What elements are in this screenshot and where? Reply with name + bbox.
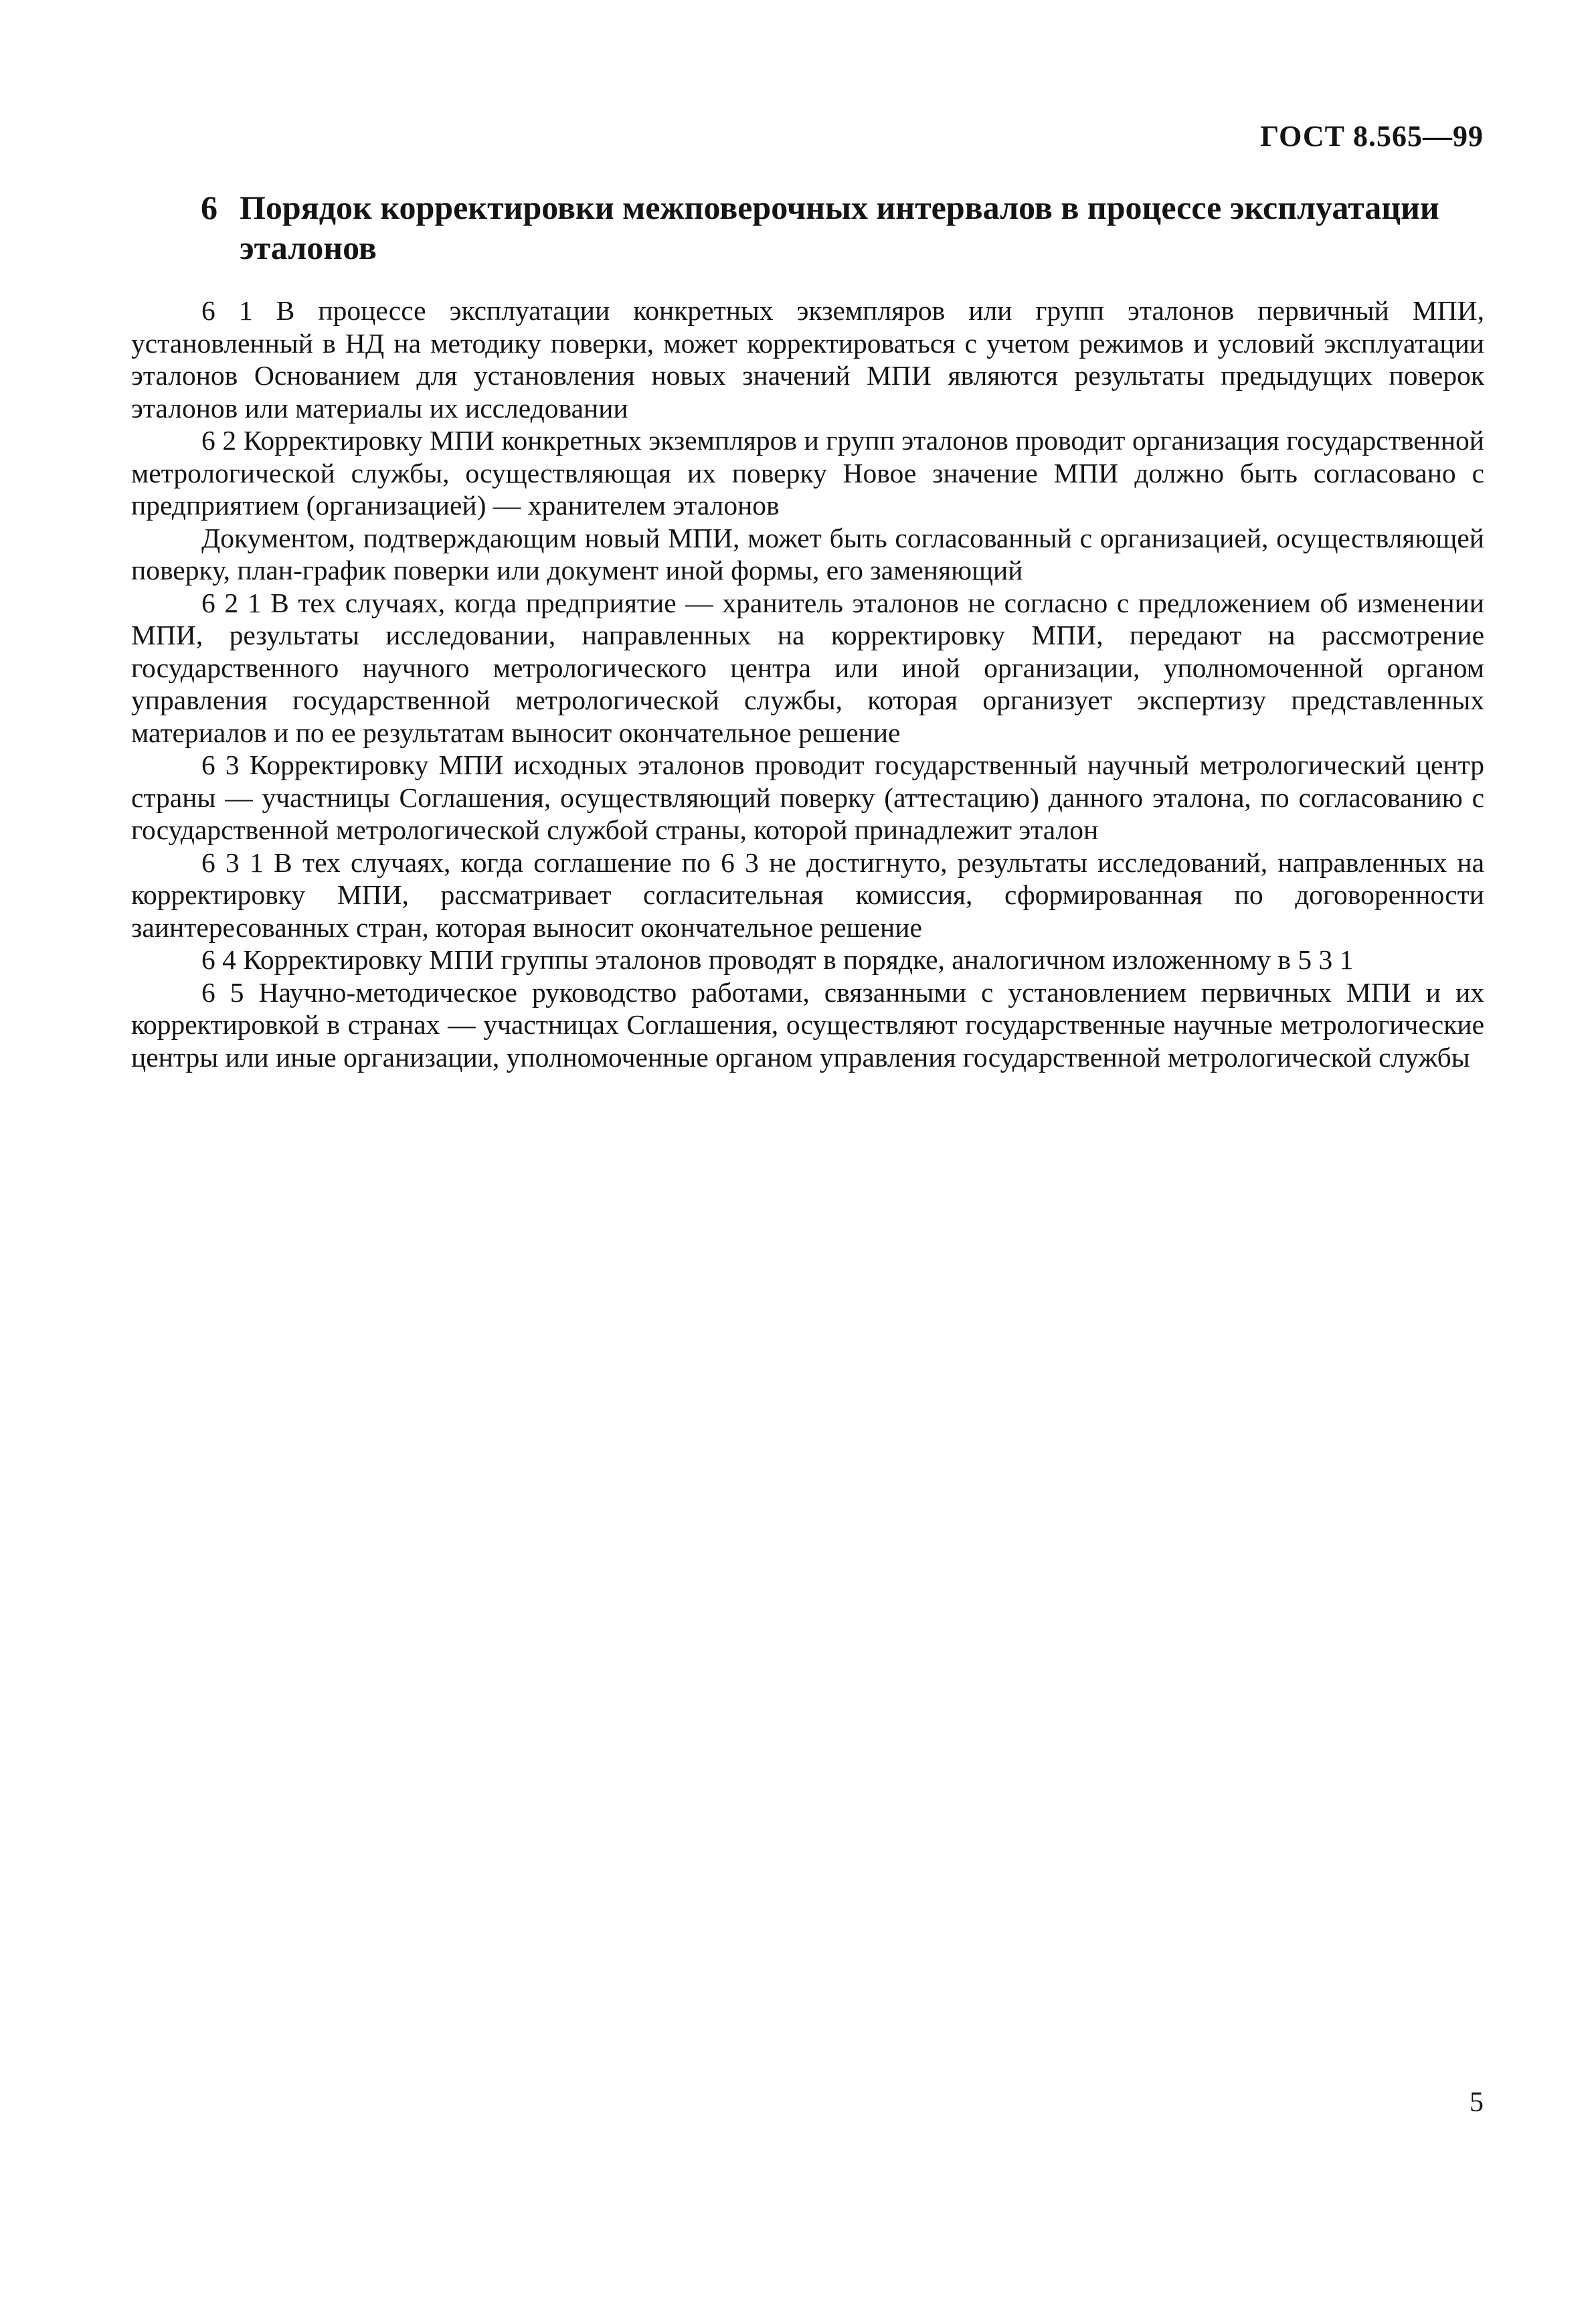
paragraph-6-5: 6 5 Научно-методическое руководство работами, связанными с установлением первичных МПИ и их корректировкой в странах — участницах Соглашения, осуществляют государственные научные метрологические центры или иные организации, уполномоченные органом управления государственной метрологической службы [131,976,1484,1073]
paragraph-6-3: 6 3 Корректировку МПИ исходных эталонов проводит государственный научный метрологический центр страны — участницы Соглашения, осуществляющий поверку (аттестацию) данного эталона, по согласованию с государственной метрологической службой страны, которой принадлежит эталон [131,749,1484,845]
section-title-line-1: Порядок корректировки межповерочных интервалов в процессе эксплуатации [240,189,1439,226]
section-number: 6 [201,189,217,226]
paragraph-6-4: 6 4 Корректировку МПИ группы эталонов проводят в порядке, аналогичном изложенному в 5 3 1 [201,944,1354,975]
paragraph-6-3-1: 6 3 1 В тех случаях, когда соглашение по 6 3 не достигнуто, результаты исследований, направленных на корректировку МПИ, рассматривает согласительная комиссия, сформированная по договоренности заинтересованных стран, которая выносит окончательное решение [131,847,1484,943]
paragraph-6-1: 6 1 В процессе эксплуатации конкретных экземпляров или групп эталонов первичный МПИ, установленный в НД на методику поверки, может корректироваться с учетом режимов и условий эксплуатации эталонов Основанием для установления новых значений МПИ являются результаты предыдущих поверок эталонов или материалы их исследовании [131,295,1484,424]
section-title-line-2: эталонов [240,229,377,266]
page-number: 5 [1470,2087,1484,2118]
section-title [201,187,1506,268]
paragraph-6-2: 6 2 Корректировку МПИ конкретных экземпляров и групп эталонов проводит организация государственной метрологической службы, осуществляющая их поверку Новое значение МПИ должно быть согласовано с предприятием (организацией) — хранителем эталонов [131,425,1484,521]
document-code: ГОСТ 8.565—99 [1260,120,1484,153]
section-body [131,294,1484,1073]
paragraph-6-2-document: Документом, подтверждающим новый МПИ, может быть согласованный с организацией, осуществляющей поверку, план-график поверки или документ иной формы, его заменяющий [131,522,1484,586]
paragraph-6-2-1: 6 2 1 В тех случаях, когда предприятие — хранитель эталонов не согласно с предложением об изменении МПИ, результаты исследовании, направленных на корректировку МПИ, передают на рассмотрение государственного научного метрологического центра или иной организации, уполномоченной органом управления государственной метрологической службы, которая организует экспертизу представленных материалов и по ее результатам выносит окончательное решение [131,587,1484,748]
